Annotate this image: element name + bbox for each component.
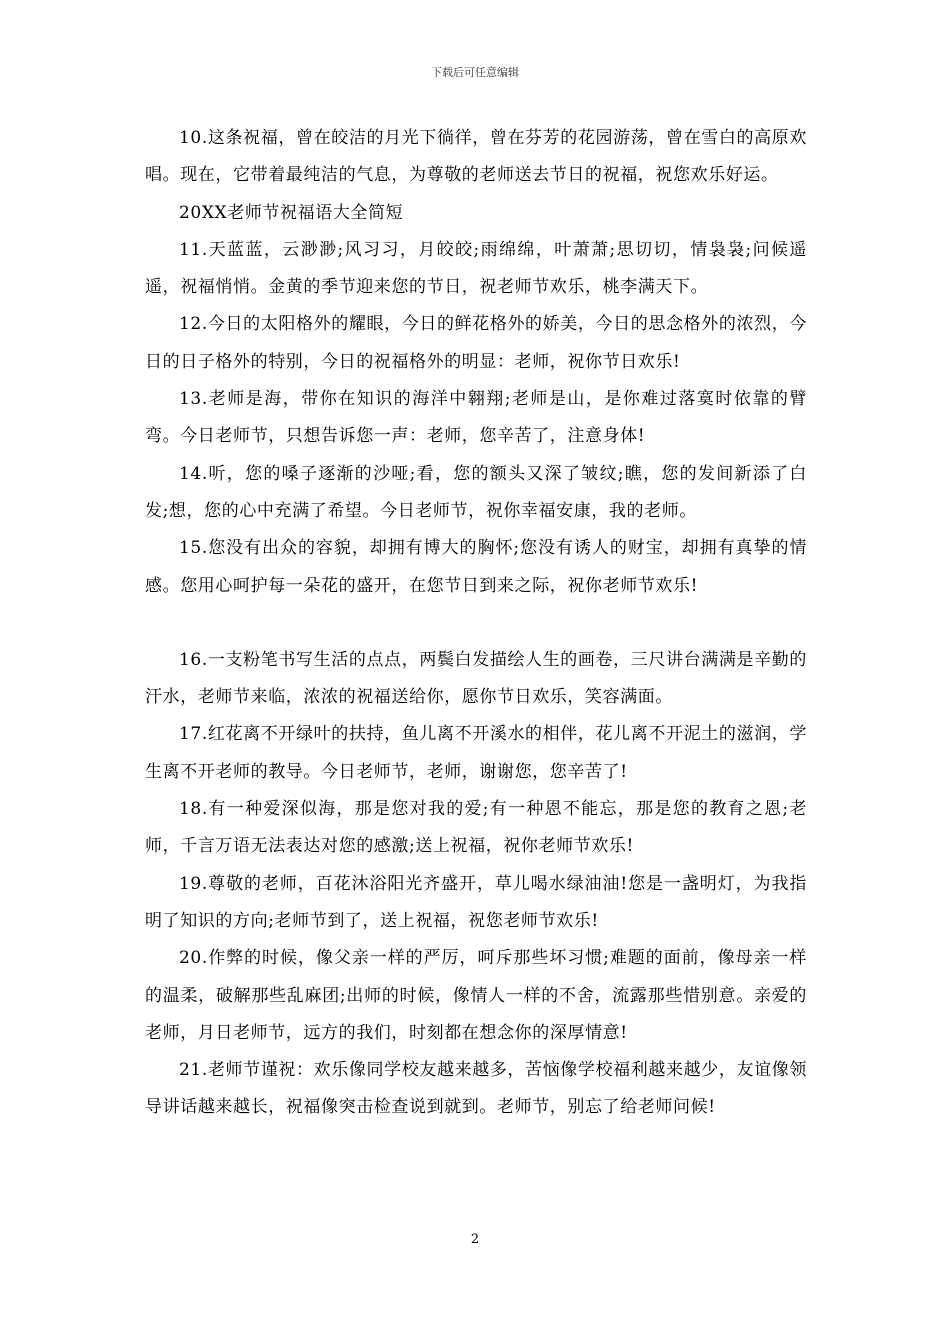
paragraph-21: 21.老师节谨祝：欢乐像同学校友越来越多，苦恼像学校福利越来越少，友谊像领导讲话越来越长，祝福像突击检查说到就到。老师节，别忘了给老师问候! <box>145 1060 807 1118</box>
paragraph-12: 12.今日的太阳格外的耀眼，今日的鲜花格外的娇美，今日的思念格外的浓烈，今日的日子格外的特别，今日的祝福格外的明显：老师，祝你节日欢乐! <box>145 314 807 372</box>
section-heading: 20XX老师节祝福语大全简短 <box>179 202 404 223</box>
paragraph-19: 19.尊敬的老师，百花沐浴阳光齐盛开，草儿喝水绿油油!您是一盏明灯，为我指明了知识的方向;老师节到了，送上祝福，祝您老师节欢乐! <box>145 873 807 931</box>
blank-line <box>145 605 807 642</box>
paragraph-17: 17.红花离不开绿叶的扶持，鱼儿离不开溪水的相伴，花儿离不开泥土的滋润，学生离不开老师的教导。今日老师节，老师，谢谢您，您辛苦了! <box>145 724 807 782</box>
paragraph-20: 20.作弊的时候，像父亲一样的严厉，呵斥那些坏习惯;难题的面前，像母亲一样的温柔，破解那些乱麻团;出师的时候，像情人一样的不舍，流露那些惜别意。亲爱的老师，月日老师节，远方的我们，时刻都在想念你的深厚情意! <box>145 948 807 1043</box>
paragraph-18: 18.有一种爱深似海，那是您对我的爱;有一种恩不能忘，那是您的教育之恩;老师，千言万语无法表达对您的感激;送上祝福，祝你老师节欢乐! <box>145 799 807 857</box>
paragraph-14: 14.听，您的嗓子逐渐的沙哑;看，您的额头又深了皱纹;瞧，您的发间新添了白发;想，您的心中充满了希望。今日老师节，祝你幸福安康，我的老师。 <box>145 463 807 521</box>
paragraph-10: 10.这条祝福，曾在皎洁的月光下徜徉，曾在芬芳的花园游荡，曾在雪白的高原欢唱。现在，它带着最纯洁的气息，为尊敬的老师送去节日的祝福，祝您欢乐好运。 <box>145 128 807 186</box>
document-body <box>145 120 807 1127</box>
paragraph-16: 16.一支粉笔书写生活的点点，两鬓白发描绘人生的画卷，三尺讲台满满是辛勤的汗水，老师节来临，浓浓的祝福送给你，愿你节日欢乐，笑容满面。 <box>145 649 807 708</box>
paragraph-13: 13.老师是海，带你在知识的海洋中翱翔;老师是山，是你难过落寞时依靠的臂弯。今日老师节，只想告诉您一声：老师，您辛苦了，注意身体! <box>145 389 807 447</box>
paragraph-11: 11.天蓝蓝，云渺渺;风习习，月皎皎;雨绵绵，叶萧萧;思切切，情袅袅;问候遥遥，祝福悄悄。金黄的季节迎来您的节日，祝老师节欢乐，桃李满天下。 <box>145 239 807 298</box>
paragraph-15: 15.您没有出众的容貌，却拥有博大的胸怀;您没有诱人的财宝，却拥有真挚的情感。您用心呵护每一朵花的盛开，在您节日到来之际，祝你老师节欢乐! <box>145 538 807 596</box>
page-header: 下载后可任意编辑 <box>431 66 519 79</box>
page-number: 2 <box>470 1232 480 1247</box>
